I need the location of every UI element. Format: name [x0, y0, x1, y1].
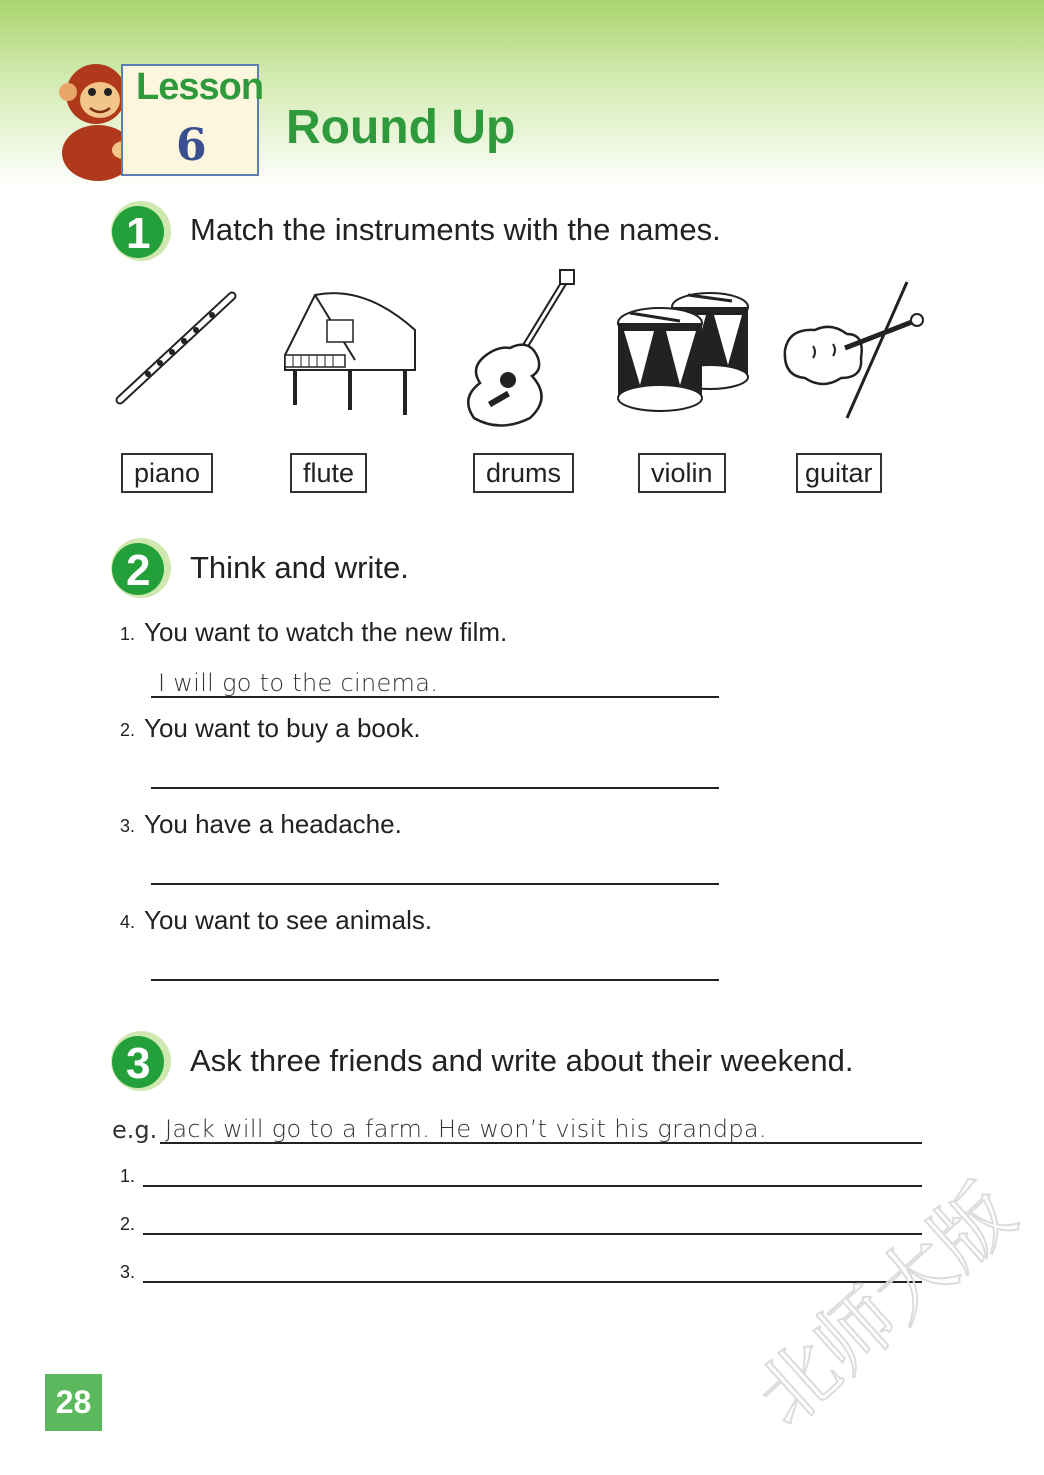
- section-1-number: 1: [126, 209, 151, 258]
- page-number: 28: [45, 1374, 102, 1431]
- answer-text: I will go to the cinema.: [158, 669, 439, 697]
- section-1-badge: [110, 200, 172, 262]
- section-2-badge: [110, 537, 172, 599]
- line-number: 1.: [120, 1166, 136, 1186]
- section-2-number: 2: [126, 546, 151, 595]
- section-3-badge: [110, 1030, 172, 1092]
- section-1-instruction: Match the instruments with the names.: [190, 212, 721, 247]
- answer-line[interactable]: [151, 979, 719, 981]
- question-text: You want to buy a book.: [144, 713, 421, 743]
- lesson-number: 6: [176, 120, 207, 171]
- question-number: 2.: [120, 720, 136, 740]
- answer-line[interactable]: [151, 696, 719, 698]
- question-number: 3.: [120, 816, 136, 836]
- question-number: 1.: [120, 624, 136, 644]
- question-number: 4.: [120, 912, 136, 932]
- word-box-piano: piano: [121, 453, 213, 493]
- violin-icon: [775, 278, 925, 423]
- guitar-icon: [460, 268, 580, 428]
- word-box-flute: flute: [290, 453, 367, 493]
- question-text: You want to watch the new film.: [144, 617, 508, 647]
- drums-icon: [610, 285, 750, 415]
- word-box-drums: drums: [473, 453, 574, 493]
- section-3-instruction: Ask three friends and write about their weekend.: [190, 1043, 854, 1078]
- example-label: e.g.: [112, 1116, 158, 1144]
- question-text: You have a headache.: [144, 809, 402, 839]
- answer-line[interactable]: [151, 883, 719, 885]
- page-title: Round Up: [286, 101, 516, 154]
- line-number: 3.: [120, 1262, 136, 1282]
- answer-line[interactable]: [151, 787, 719, 789]
- watermark: [740, 1160, 1040, 1460]
- word-box-violin: violin: [638, 453, 726, 493]
- section-3-number: 3: [126, 1039, 151, 1088]
- lesson-label: Lesson: [136, 66, 264, 108]
- word-box-guitar: guitar: [796, 453, 882, 493]
- svg-text:北师大版: 北师大版: [740, 1167, 1033, 1444]
- piano-icon: [275, 275, 425, 425]
- question-text: You want to see animals.: [144, 905, 433, 935]
- line-number: 2.: [120, 1214, 136, 1234]
- flute-icon: [112, 290, 240, 410]
- example-line: [160, 1142, 922, 1144]
- section-2-instruction: Think and write.: [190, 550, 409, 585]
- example-text: Jack will go to a farm. He won’t visit his grandpa.: [165, 1115, 767, 1143]
- lesson-badge: [58, 58, 264, 182]
